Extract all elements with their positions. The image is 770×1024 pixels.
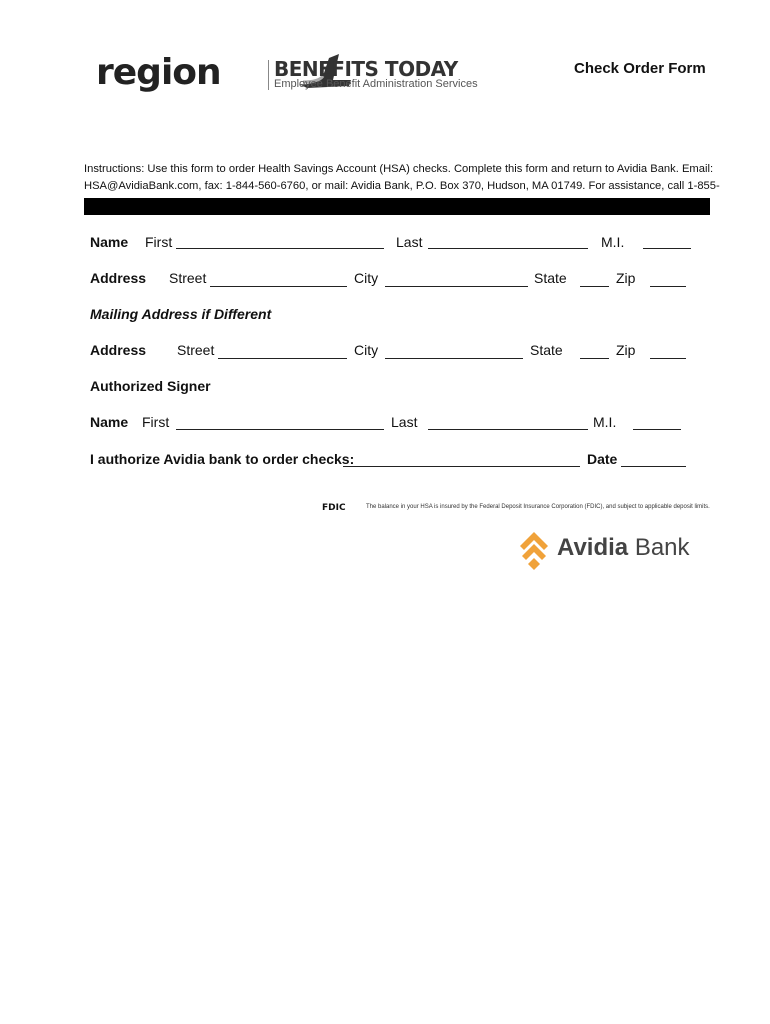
logo-region-text: region bbox=[96, 52, 221, 93]
logo-divider bbox=[268, 60, 269, 90]
signer-first-field[interactable] bbox=[176, 429, 384, 430]
date-label: Date bbox=[587, 451, 618, 467]
avidia-logo-icon bbox=[514, 530, 554, 570]
signer-name-label: Name bbox=[90, 414, 129, 430]
instructions: Instructions: Use this form to order Health Savings Account (HSA) checks. Complete this form and return to Avidia Bank. Email: HSA@AvidiaBank.com, fax: 1-844-560-6760, or mail: Avidia Bank, P.O. Box 370, Hudson, MA 01749. For assistance, call 1-855- bbox=[84, 163, 720, 192]
date-field[interactable] bbox=[621, 466, 686, 467]
fdic-notice: The balance in your HSA is insured by the Federal Deposit Insurance Corporation (FDIC), and subject to applicable deposit limits. bbox=[366, 504, 710, 510]
city-label: City bbox=[354, 270, 379, 286]
state-field[interactable] bbox=[580, 286, 609, 287]
first-label: First bbox=[145, 234, 173, 250]
city-field[interactable] bbox=[385, 286, 528, 287]
authorize-label: I authorize Avidia bank to order checks: bbox=[90, 451, 355, 467]
logo-tagline: Employee Benefit Administration Services bbox=[274, 78, 478, 90]
fdic-logo: FDIC bbox=[322, 503, 346, 513]
mailing-street-field[interactable] bbox=[218, 358, 347, 359]
mailing-zip-field[interactable] bbox=[650, 358, 686, 359]
bank-name-bold: Avidia bbox=[557, 534, 629, 561]
mailing-state-label: State bbox=[530, 342, 563, 358]
form-title: Check Order Form bbox=[574, 60, 706, 77]
avidia-bank-logo bbox=[557, 534, 690, 562]
mailing-zip-label: Zip bbox=[616, 342, 636, 358]
section-bar bbox=[84, 198, 710, 215]
mailing-street-label: Street bbox=[177, 342, 215, 358]
mailing-city-field[interactable] bbox=[385, 358, 523, 359]
region1-logo bbox=[96, 50, 221, 96]
last-name-field[interactable] bbox=[428, 248, 588, 249]
signer-last-label: Last bbox=[391, 414, 418, 430]
mi-label: M.I. bbox=[601, 234, 625, 250]
mi-field[interactable] bbox=[643, 248, 691, 249]
mailing-heading: Mailing Address if Different bbox=[90, 306, 272, 322]
state-label: State bbox=[534, 270, 567, 286]
address-label: Address bbox=[90, 270, 147, 286]
signer-mi-label: M.I. bbox=[593, 414, 617, 430]
street-field[interactable] bbox=[210, 286, 347, 287]
signer-last-field[interactable] bbox=[428, 429, 588, 430]
signer-heading: Authorized Signer bbox=[90, 378, 211, 394]
street-label: Street bbox=[169, 270, 207, 286]
name-label: Name bbox=[90, 234, 129, 250]
signer-first-label: First bbox=[142, 414, 170, 430]
bank-name-light: Bank bbox=[634, 534, 690, 561]
mailing-city-label: City bbox=[354, 342, 379, 358]
zip-label: Zip bbox=[616, 270, 636, 286]
signature-field[interactable] bbox=[343, 466, 580, 467]
last-label: Last bbox=[396, 234, 423, 250]
logo-brand: BENEFITS TODAY bbox=[274, 57, 458, 81]
zip-field[interactable] bbox=[650, 286, 686, 287]
mailing-address-label: Address bbox=[90, 342, 147, 358]
signer-mi-field[interactable] bbox=[633, 429, 681, 430]
mailing-state-field[interactable] bbox=[580, 358, 609, 359]
first-name-field[interactable] bbox=[176, 248, 384, 249]
